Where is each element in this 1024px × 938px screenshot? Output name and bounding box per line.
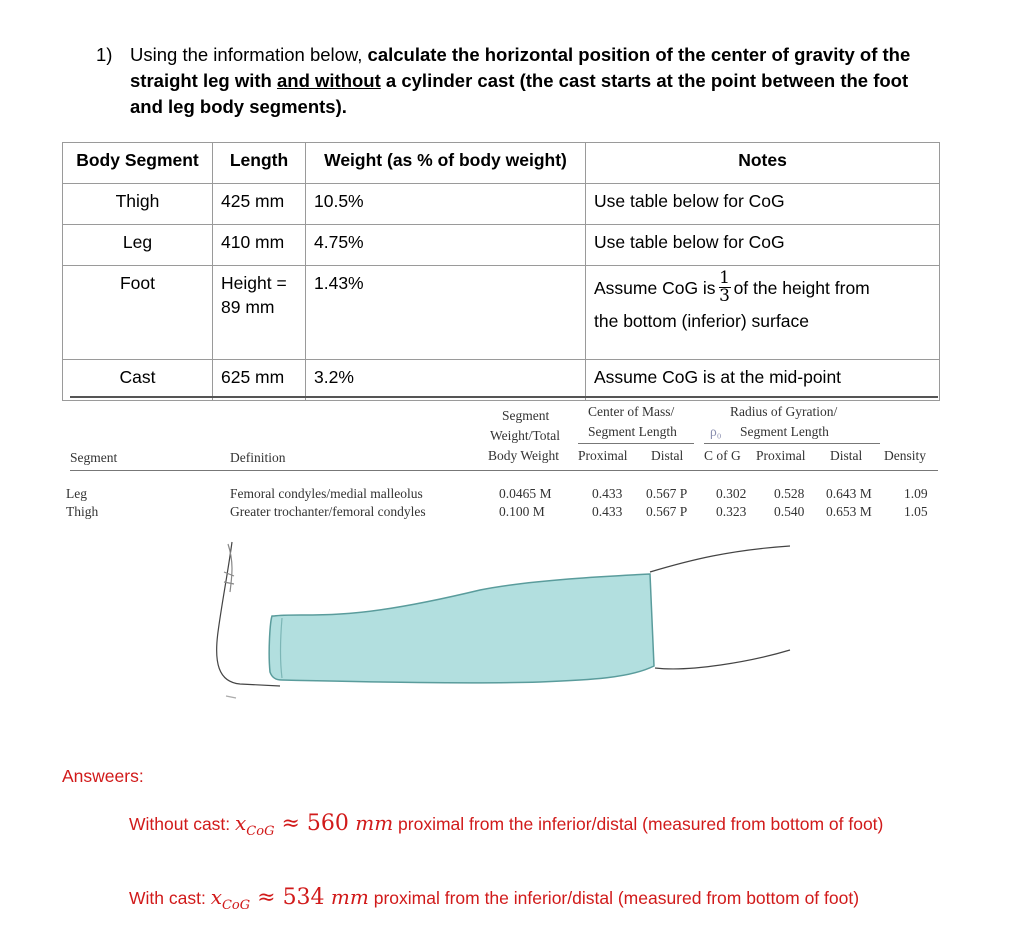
one-third-fraction [719,270,731,305]
toes-detail [224,572,234,584]
cell-segment: Leg [63,225,213,266]
ref-cell: 0.323 [716,504,747,519]
ref-col-definition: Definition [230,450,286,465]
answer-without-tail: proximal from the inferior/distal (measured from bottom of foot) [393,814,884,834]
ref-row-thigh [66,504,98,520]
leg-bottom-line [655,650,790,669]
ref-cell: 0.433 [592,504,623,519]
answer-without-cast [129,810,929,845]
fraction-numerator: 1 [719,268,730,288]
notes-fraction-line [594,270,931,305]
leg-cast-illustration [210,532,800,712]
ref-row-leg [66,486,87,502]
reference-top-rule [70,396,938,398]
ref-cell: 1.05 [904,504,928,519]
ref-header-com: Center of Mass/ [588,404,675,419]
cell-weight: 4.75% [306,225,586,266]
ref-col-distal2: Distal [830,448,863,463]
ref-cell: 0.643 M [826,486,872,501]
header-length: Length [213,143,306,184]
ref-cell: 0.433 [592,486,623,501]
question-underlined: and without [276,70,381,91]
ref-col-body-weight: Body Weight [488,448,560,463]
ref-col-distal: Distal [651,448,684,463]
approx-sign: ≈ [250,885,283,910]
ref-cell: 0.100 M [499,504,545,519]
question-text [130,42,946,120]
header-body-segment: Body Segment [63,143,213,184]
var-sub: CoG [221,898,251,913]
answer-without-value: 560 [306,811,349,836]
ref-col-proximal2: Proximal [756,448,806,463]
cell-weight: 1.43% [306,266,586,360]
cell-notes: Use table below for CoG [586,184,940,225]
ref-header-rho: ρ₀ [710,424,722,439]
cell-length: Height = 89 mm [213,266,306,360]
ref-cell: Femoral condyles/medial malleolus [230,486,423,501]
answer-with-cast [129,884,949,919]
notes-part-c: the bottom (inferior) surface [594,311,809,331]
ref-header-rog-length: Segment Length [740,424,829,439]
table-row [63,225,940,266]
ref-cell: 0.528 [774,486,805,501]
cell-segment: Cast [63,360,213,401]
ref-cell: Leg [66,486,87,501]
answers-heading: Answeers: [62,766,144,786]
answer-with-value: 534 [282,885,325,910]
question [96,42,946,120]
notes-part-a: Assume CoG is [594,277,716,298]
cell-length: 425 mm [213,184,306,225]
answer-with-label: With cast: [129,888,211,908]
header-notes: Notes [586,143,940,184]
cell-notes: Assume CoG is at the mid-point [586,360,940,401]
var-x: x [210,885,222,909]
ref-col-proximal: Proximal [578,448,628,463]
table-header-row [63,143,940,184]
ref-cell: 0.302 [716,486,747,501]
ref-header-segment: Segment [502,408,550,423]
cell-length: 410 mm [213,225,306,266]
ref-cell: Thigh [66,504,99,519]
cylinder-cast [269,574,654,683]
answer-unit: mm [355,811,394,835]
reference-header-rule [70,470,938,471]
cell-segment: Thigh [63,184,213,225]
segment-table [62,142,940,401]
question-lead: Using the information below, [130,44,368,65]
answer-with-tail: proximal from the inferior/distal (measured from bottom of foot) [368,888,860,908]
ref-cell: 0.540 [774,504,805,519]
heel-mark [226,696,236,698]
ref-com-rule [578,443,694,444]
table-row [63,184,940,225]
var-sub: CoG [246,824,275,839]
fraction-denominator: 3 [719,286,730,306]
ref-header-rog: Radius of Gyration/ [730,404,838,419]
cell-notes: Use table below for CoG [586,225,940,266]
cell-notes [586,266,940,360]
notes-part-b: of the height from [733,277,870,298]
ref-cell: 0.653 M [826,504,872,519]
header-weight: Weight (as % of body weight) [306,143,586,184]
ref-header-com-length: Segment Length [588,424,677,439]
approx-sign: ≈ [274,811,307,836]
answer-unit: mm [330,885,369,909]
question-bold-a: calculate the horizontal position of the center of gravity of the straight leg with [130,44,911,91]
question-bold-b: a cylinder cast (the cast starts at the point between the foot and leg body segments). [130,70,909,117]
cell-length: 625 mm [213,360,306,401]
leg-top-line [650,546,790,572]
ref-cell: 0.0465 M [499,486,552,501]
ref-cell: 0.567 P [646,504,688,519]
ref-cell: Greater trochanter/femoral condyles [230,504,426,519]
table-row [63,360,940,401]
answer-without-math [235,811,394,839]
var-x: x [235,811,247,835]
ref-col-density: Density [884,448,926,463]
ref-cell: 1.09 [904,486,928,501]
table-row [63,266,940,360]
ref-col-segment: Segment [70,450,118,465]
answer-without-label: Without cast: [129,814,236,834]
answer-with-math [210,885,369,913]
ref-header-weight-total: Weight/Total [490,428,560,443]
ref-rog-rule [704,443,880,444]
cell-segment: Foot [63,266,213,360]
question-number: 1) [96,44,113,65]
ref-cell: 0.567 P [646,486,688,501]
cell-weight: 3.2% [306,360,586,401]
cell-weight: 10.5% [306,184,586,225]
ref-col-cofg: C of G [704,448,741,463]
